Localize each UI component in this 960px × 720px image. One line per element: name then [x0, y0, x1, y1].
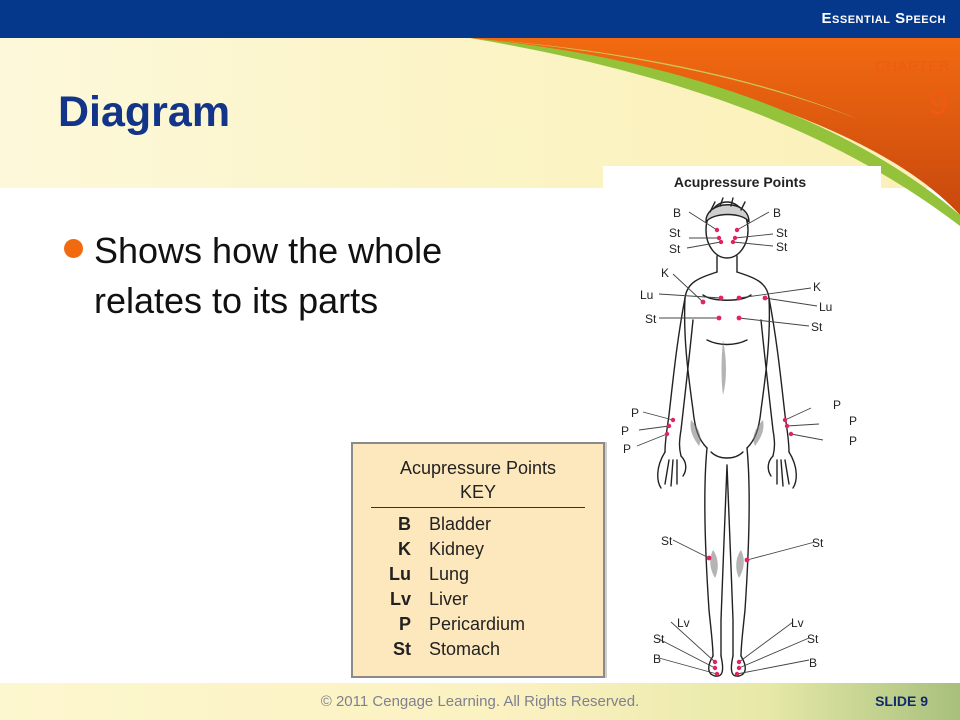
chapter-number: 9	[929, 84, 948, 122]
legs-outline	[705, 448, 749, 656]
point-label: Lu	[640, 288, 654, 302]
key-row	[353, 539, 603, 563]
point-label: St	[661, 534, 673, 548]
point-label: St	[669, 226, 681, 240]
key-name: Kidney	[429, 539, 485, 559]
point-label: Lv	[677, 616, 690, 630]
point-label: K	[813, 280, 822, 294]
copyright-text: © 2011 Cengage Learning. All Rights Reserved.	[320, 693, 640, 710]
point-label: St	[776, 240, 788, 254]
point-label: P	[849, 414, 858, 428]
point-label: St	[812, 536, 824, 550]
key-title: Acupressure Points	[399, 458, 557, 478]
key-code: St	[393, 639, 411, 659]
point-label: St	[645, 312, 657, 326]
point-label: P	[631, 406, 640, 420]
key-code: B	[398, 514, 411, 534]
key-name: Liver	[429, 589, 469, 609]
bullet-dot-icon	[64, 239, 83, 258]
point-label: P	[849, 434, 858, 448]
point-label: Lv	[791, 616, 804, 630]
point-label: P	[621, 424, 630, 438]
top-bar	[0, 0, 960, 38]
point-label: B	[653, 652, 662, 666]
point-label: St	[669, 242, 681, 256]
key-code: K	[398, 539, 411, 559]
key-row	[353, 589, 603, 613]
point-label: St	[811, 320, 823, 334]
point-label: K	[661, 266, 670, 280]
bullet-text: Shows how the whole relates to its parts	[94, 230, 443, 321]
key-subtitle: KEY	[459, 482, 497, 502]
key-name: Stomach	[429, 639, 501, 659]
slide-title: Diagram	[58, 88, 231, 136]
key-row	[353, 564, 603, 588]
point-label: St	[776, 226, 788, 240]
key-name: Pericardium	[429, 614, 526, 634]
point-label: P	[623, 442, 632, 456]
key-code: Lu	[389, 564, 411, 584]
point-label: St	[653, 632, 665, 646]
key-divider	[371, 507, 585, 508]
key-row	[353, 614, 603, 638]
key-row	[353, 639, 603, 663]
slide-number: SLIDE 9	[875, 693, 928, 709]
key-code: P	[398, 614, 411, 634]
brand-title: Essential Speech	[821, 10, 946, 27]
torso-outline	[685, 272, 770, 448]
figure-title: Acupressure Points	[673, 174, 807, 190]
chapter-label: CHAPTER	[874, 58, 950, 75]
human-body-diagram	[603, 190, 881, 680]
point-label: B	[809, 656, 818, 670]
point-label: P	[833, 398, 842, 412]
point-label: B	[773, 206, 782, 220]
key-name: Bladder	[429, 514, 492, 534]
key-row	[353, 514, 603, 538]
key-name: Lung	[429, 564, 470, 584]
point-label: B	[673, 206, 682, 220]
key-code: Lv	[389, 589, 411, 609]
point-label: Lu	[819, 300, 833, 314]
point-label: St	[807, 632, 819, 646]
key-table	[351, 442, 605, 678]
